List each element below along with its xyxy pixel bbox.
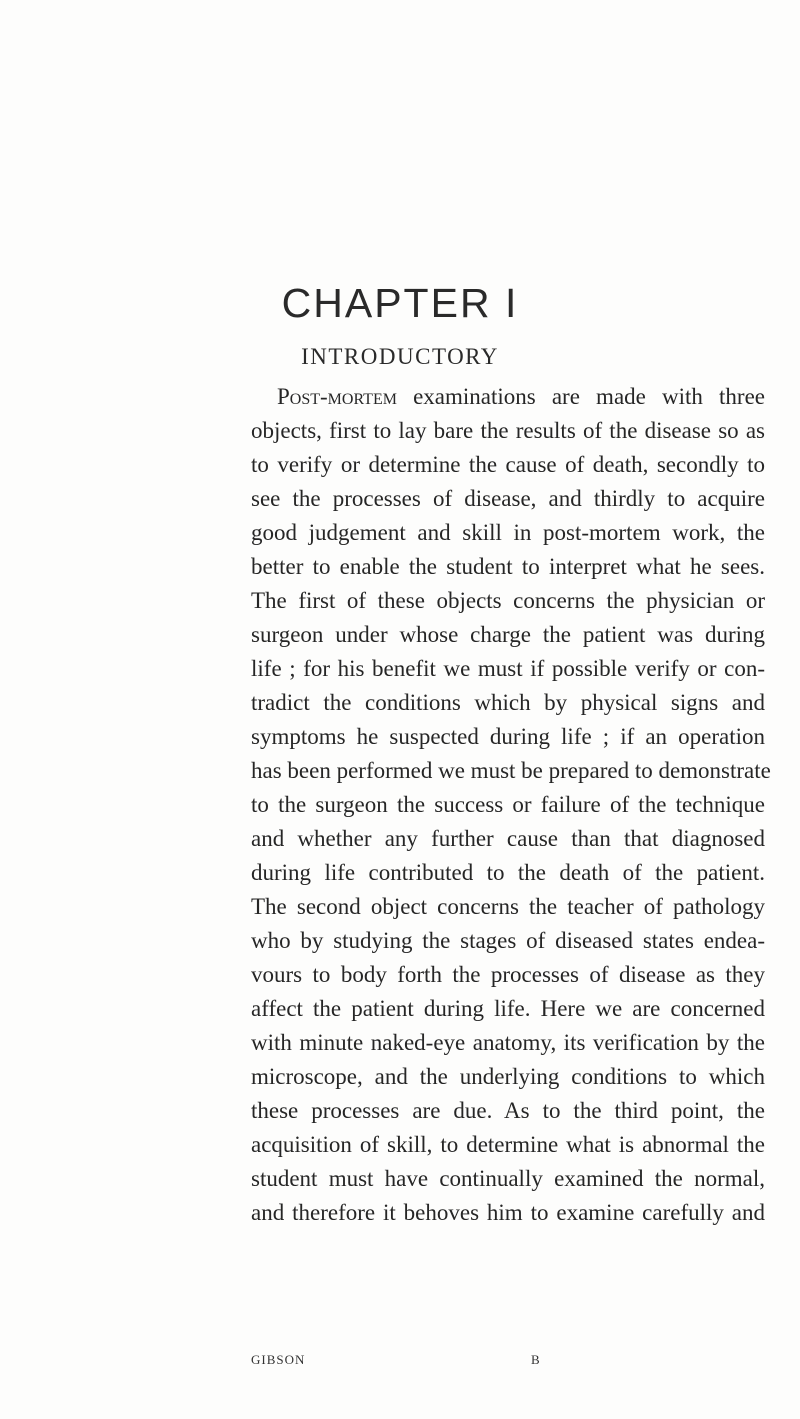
text-line: who by studying the stages of diseased states endea- (251, 928, 765, 953)
signature-name: GIBSON (251, 1352, 306, 1367)
text-line: good judgement and skill in post-mortem work, the (251, 520, 765, 545)
chapter-title: CHAPTER I (281, 280, 519, 326)
text-line: The first of these objects concerns the physician or (251, 588, 765, 613)
text-line: and therefore it behoves him to examine carefully and (251, 1200, 765, 1225)
text-line: better to enable the student to interpret what he sees. (251, 554, 765, 579)
text-line: to verify or determine the cause of death, secondly to (251, 452, 765, 477)
body-text (251, 380, 771, 1230)
text-line: life ; for his benefit we must if possible verify or con- (251, 656, 765, 681)
text-line: to the surgeon the success or failure of the technique (251, 792, 765, 817)
page-footer (251, 1352, 551, 1372)
lead-word: Post-mortem (277, 384, 397, 409)
text-line: vours to body forth the processes of disease as they (251, 962, 765, 987)
text-line: during life contributed to the death of the patient. (251, 860, 765, 885)
text-line: symptoms he suspected during life ; if an operation (251, 724, 765, 749)
text-line: surgeon under whose charge the patient was during (251, 622, 765, 647)
text-line: and whether any further cause than that diagnosed (251, 826, 765, 851)
text-line: acquisition of skill, to determine what is abnormal the (251, 1132, 765, 1157)
text-line: has been performed we must be prepared to demonstrate (251, 758, 771, 783)
text-line: student must have continually examined the normal, (251, 1166, 765, 1191)
signature-mark: B (531, 1352, 541, 1367)
text-line: The second object concerns the teacher of pathology (251, 894, 765, 919)
text-line: objects, first to lay bare the results of the disease so as (251, 418, 765, 443)
text-line (251, 380, 765, 414)
text-line: see the processes of disease, and thirdly to acquire (251, 486, 765, 511)
section-title: INTRODUCTORY (301, 344, 499, 369)
text-line: microscope, and the underlying conditions to which (251, 1064, 765, 1089)
text-line: tradict the conditions which by physical signs and (251, 690, 765, 715)
text-line: affect the patient during life. Here we are concerned (251, 996, 765, 1021)
text-line-rest: examinations are made with three (396, 384, 765, 409)
text-line: with minute naked-eye anatomy, its verification by the (251, 1030, 765, 1055)
text-line: these processes are due. As to the third point, the (251, 1098, 765, 1123)
